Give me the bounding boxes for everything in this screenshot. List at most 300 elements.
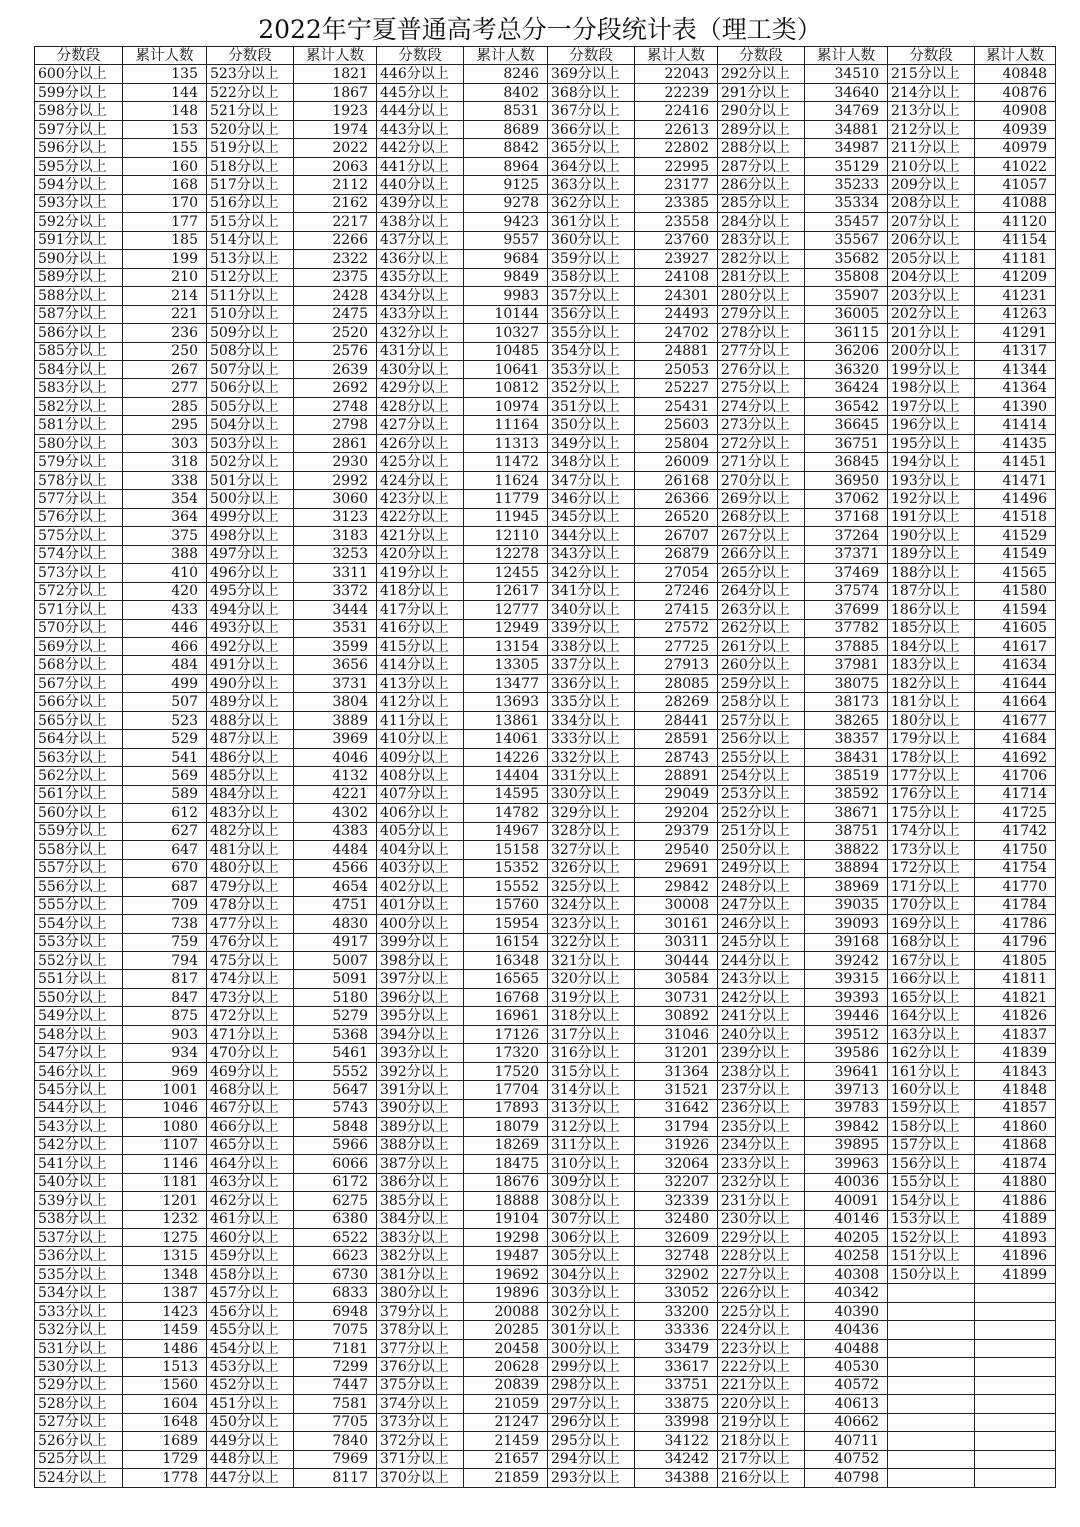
table-row — [35, 65, 1056, 83]
score-cell: 471分以上 — [207, 1025, 294, 1043]
count-cell: 709 — [123, 896, 207, 914]
table-row — [35, 730, 1056, 748]
count-cell: 6730 — [294, 1265, 377, 1283]
score-cell: 222分以上 — [718, 1358, 805, 1376]
count-cell: 41896 — [975, 1247, 1056, 1265]
score-cell: 577分以上 — [35, 490, 123, 508]
count-cell: 7840 — [294, 1432, 377, 1450]
score-cell: 495分以上 — [207, 582, 294, 600]
count-cell — [975, 1284, 1056, 1302]
count-cell: 36424 — [805, 379, 888, 397]
score-cell: 597分以上 — [35, 120, 123, 138]
score-cell: 485分以上 — [207, 767, 294, 785]
score-cell: 260分以上 — [718, 656, 805, 674]
score-cell: 406分以上 — [377, 804, 464, 822]
count-cell: 170 — [123, 194, 207, 212]
score-cell: 175分以上 — [888, 804, 975, 822]
score-cell: 384分以上 — [377, 1210, 464, 1228]
score-cell: 364分以上 — [548, 157, 635, 175]
count-cell: 32609 — [635, 1229, 718, 1247]
count-cell: 1648 — [123, 1413, 207, 1431]
count-cell: 33479 — [635, 1339, 718, 1357]
count-cell: 41860 — [975, 1118, 1056, 1136]
count-cell: 1486 — [123, 1339, 207, 1357]
score-cell: 337分以上 — [548, 656, 635, 674]
count-cell: 41414 — [975, 416, 1056, 434]
score-cell: 448分以上 — [207, 1450, 294, 1468]
score-cell: 236分以上 — [718, 1099, 805, 1117]
count-cell: 794 — [123, 951, 207, 969]
score-cell: 451分以上 — [207, 1395, 294, 1413]
count-cell: 39895 — [805, 1136, 888, 1154]
score-cell: 490分以上 — [207, 674, 294, 692]
count-cell: 627 — [123, 822, 207, 840]
count-cell: 29691 — [635, 859, 718, 877]
score-cell: 202分以上 — [888, 305, 975, 323]
count-cell: 20285 — [464, 1321, 548, 1339]
score-cell: 473分以上 — [207, 988, 294, 1006]
score-cell: 265分以上 — [718, 564, 805, 582]
score-cell: 486分以上 — [207, 748, 294, 766]
score-cell: 321分以上 — [548, 951, 635, 969]
score-cell: 462分以上 — [207, 1192, 294, 1210]
count-cell: 2692 — [294, 379, 377, 397]
score-cell: 199分以上 — [888, 360, 975, 378]
count-cell: 3531 — [294, 619, 377, 637]
score-cell: 197分以上 — [888, 397, 975, 415]
count-cell: 37699 — [805, 601, 888, 619]
score-cell: 235分以上 — [718, 1118, 805, 1136]
score-cell: 376分以上 — [377, 1358, 464, 1376]
score-cell: 354分以上 — [548, 342, 635, 360]
count-cell: 39783 — [805, 1099, 888, 1117]
score-cell: 411分以上 — [377, 711, 464, 729]
score-cell: 502分以上 — [207, 453, 294, 471]
count-cell: 14967 — [464, 822, 548, 840]
count-cell: 40798 — [805, 1469, 888, 1487]
count-cell: 4302 — [294, 804, 377, 822]
score-cell: 550分以上 — [35, 988, 123, 1006]
score-cell: 479分以上 — [207, 878, 294, 896]
count-cell: 22613 — [635, 120, 718, 138]
count-cell: 40530 — [805, 1358, 888, 1376]
count-cell: 31201 — [635, 1044, 718, 1062]
score-cell: 569分以上 — [35, 638, 123, 656]
score-cell: 499分以上 — [207, 508, 294, 526]
score-cell: 290分以上 — [718, 102, 805, 120]
count-cell: 38519 — [805, 767, 888, 785]
count-cell: 4221 — [294, 785, 377, 803]
count-cell: 18888 — [464, 1192, 548, 1210]
count-cell: 23177 — [635, 176, 718, 194]
count-cell: 41451 — [975, 453, 1056, 471]
score-cell — [888, 1413, 975, 1431]
count-cell: 41677 — [975, 711, 1056, 729]
score-cell — [888, 1395, 975, 1413]
count-cell: 7181 — [294, 1339, 377, 1357]
count-cell: 35682 — [805, 250, 888, 268]
table-row — [35, 1376, 1056, 1394]
table-row — [35, 416, 1056, 434]
score-cell — [888, 1450, 975, 1468]
score-cell: 306分以上 — [548, 1229, 635, 1247]
score-cell: 600分以上 — [35, 65, 123, 83]
score-cell: 350分以上 — [548, 416, 635, 434]
count-cell: 41549 — [975, 545, 1056, 563]
header-score-col-1: 分数段 — [35, 47, 123, 65]
count-cell: 3731 — [294, 674, 377, 692]
score-cell: 198分以上 — [888, 379, 975, 397]
count-cell: 2861 — [294, 434, 377, 452]
score-cell: 366分以上 — [548, 120, 635, 138]
score-cell: 583分以上 — [35, 379, 123, 397]
count-cell: 1923 — [294, 102, 377, 120]
count-cell: 41496 — [975, 490, 1056, 508]
count-cell: 19104 — [464, 1210, 548, 1228]
score-cell: 453分以上 — [207, 1358, 294, 1376]
count-cell: 375 — [123, 527, 207, 545]
count-cell: 5966 — [294, 1136, 377, 1154]
score-cell: 267分以上 — [718, 527, 805, 545]
count-cell: 30161 — [635, 915, 718, 933]
count-cell: 9849 — [464, 268, 548, 286]
score-cell: 454分以上 — [207, 1339, 294, 1357]
count-cell: 30008 — [635, 896, 718, 914]
score-cell: 483分以上 — [207, 804, 294, 822]
score-cell: 512分以上 — [207, 268, 294, 286]
score-cell: 319分以上 — [548, 988, 635, 1006]
count-cell: 39242 — [805, 951, 888, 969]
count-cell: 199 — [123, 250, 207, 268]
count-cell: 39963 — [805, 1155, 888, 1173]
count-cell: 1459 — [123, 1321, 207, 1339]
count-cell: 25603 — [635, 416, 718, 434]
score-cell: 200分以上 — [888, 342, 975, 360]
count-cell: 35233 — [805, 176, 888, 194]
score-cell: 169分以上 — [888, 915, 975, 933]
count-cell: 30584 — [635, 970, 718, 988]
count-cell: 13693 — [464, 693, 548, 711]
count-cell: 11945 — [464, 508, 548, 526]
count-cell: 41848 — [975, 1081, 1056, 1099]
count-cell: 4132 — [294, 767, 377, 785]
count-cell: 7705 — [294, 1413, 377, 1431]
score-cell: 578分以上 — [35, 471, 123, 489]
count-cell: 303 — [123, 434, 207, 452]
header-count-col-1: 累计人数 — [123, 47, 207, 65]
count-cell: 20088 — [464, 1302, 548, 1320]
score-cell: 387分以上 — [377, 1155, 464, 1173]
count-cell: 5647 — [294, 1081, 377, 1099]
count-cell: 40572 — [805, 1376, 888, 1394]
count-cell: 41605 — [975, 619, 1056, 637]
count-cell: 285 — [123, 397, 207, 415]
count-cell: 8531 — [464, 102, 548, 120]
score-cell: 204分以上 — [888, 268, 975, 286]
header-count-col-5: 累计人数 — [805, 47, 888, 65]
score-cell: 540分以上 — [35, 1173, 123, 1191]
score-cell: 573分以上 — [35, 564, 123, 582]
score-cell: 547分以上 — [35, 1044, 123, 1062]
count-cell: 41839 — [975, 1044, 1056, 1062]
score-cell: 322分以上 — [548, 933, 635, 951]
score-cell: 459分以上 — [207, 1247, 294, 1265]
count-cell: 1348 — [123, 1265, 207, 1283]
score-cell: 275分以上 — [718, 379, 805, 397]
count-cell: 759 — [123, 933, 207, 951]
count-cell — [975, 1302, 1056, 1320]
score-cell: 178分以上 — [888, 748, 975, 766]
score-cell: 552分以上 — [35, 951, 123, 969]
table-row — [35, 1229, 1056, 1247]
score-cell: 150分以上 — [888, 1265, 975, 1283]
count-cell: 5091 — [294, 970, 377, 988]
count-cell: 41644 — [975, 674, 1056, 692]
score-cell: 180分以上 — [888, 711, 975, 729]
table-row — [35, 878, 1056, 896]
count-cell: 38969 — [805, 878, 888, 896]
count-cell: 33875 — [635, 1395, 718, 1413]
score-cell: 548分以上 — [35, 1025, 123, 1043]
score-cell: 263分以上 — [718, 601, 805, 619]
table-row — [35, 1302, 1056, 1320]
count-cell: 13154 — [464, 638, 548, 656]
count-cell: 26707 — [635, 527, 718, 545]
count-cell: 40390 — [805, 1302, 888, 1320]
score-cell: 276分以上 — [718, 360, 805, 378]
score-cell: 449分以上 — [207, 1432, 294, 1450]
count-cell: 5180 — [294, 988, 377, 1006]
count-cell: 41826 — [975, 1007, 1056, 1025]
score-cell: 218分以上 — [718, 1432, 805, 1450]
score-cell: 519分以上 — [207, 139, 294, 157]
score-cell: 367分以上 — [548, 102, 635, 120]
count-cell: 36005 — [805, 305, 888, 323]
score-cell: 158分以上 — [888, 1118, 975, 1136]
count-cell: 39586 — [805, 1044, 888, 1062]
score-cell: 318分以上 — [548, 1007, 635, 1025]
count-cell: 41181 — [975, 250, 1056, 268]
score-cell: 470分以上 — [207, 1044, 294, 1062]
table-row — [35, 157, 1056, 175]
score-cell: 339分以上 — [548, 619, 635, 637]
count-cell: 3372 — [294, 582, 377, 600]
score-cell: 422分以上 — [377, 508, 464, 526]
score-cell — [888, 1321, 975, 1339]
table-row — [35, 1099, 1056, 1117]
count-cell: 21247 — [464, 1413, 548, 1431]
count-cell: 40488 — [805, 1339, 888, 1357]
score-cell: 238分以上 — [718, 1062, 805, 1080]
table-row — [35, 1413, 1056, 1431]
count-cell: 41209 — [975, 268, 1056, 286]
count-cell: 20458 — [464, 1339, 548, 1357]
score-cell: 456分以上 — [207, 1302, 294, 1320]
count-cell: 17320 — [464, 1044, 548, 1062]
count-cell: 37469 — [805, 564, 888, 582]
score-cell: 460分以上 — [207, 1229, 294, 1247]
score-cell: 335分以上 — [548, 693, 635, 711]
score-cell: 474分以上 — [207, 970, 294, 988]
count-cell: 36115 — [805, 324, 888, 342]
score-cell: 599分以上 — [35, 83, 123, 101]
count-cell: 969 — [123, 1062, 207, 1080]
count-cell: 17893 — [464, 1099, 548, 1117]
score-cell: 245分以上 — [718, 933, 805, 951]
table-row — [35, 490, 1056, 508]
count-cell: 38671 — [805, 804, 888, 822]
score-cell: 461分以上 — [207, 1210, 294, 1228]
score-cell: 494分以上 — [207, 601, 294, 619]
count-cell: 41770 — [975, 878, 1056, 896]
count-cell: 4484 — [294, 841, 377, 859]
count-cell: 934 — [123, 1044, 207, 1062]
score-cell: 436分以上 — [377, 250, 464, 268]
count-cell: 41634 — [975, 656, 1056, 674]
count-cell: 10485 — [464, 342, 548, 360]
score-cell: 523分以上 — [207, 65, 294, 83]
score-cell: 323分以上 — [548, 915, 635, 933]
count-cell: 38592 — [805, 785, 888, 803]
score-cell: 518分以上 — [207, 157, 294, 175]
count-cell: 37782 — [805, 619, 888, 637]
score-cell: 365分以上 — [548, 139, 635, 157]
count-cell: 41580 — [975, 582, 1056, 600]
count-cell: 25804 — [635, 434, 718, 452]
count-cell: 40711 — [805, 1432, 888, 1450]
header-count-col-3: 累计人数 — [464, 47, 548, 65]
count-cell: 41714 — [975, 785, 1056, 803]
table-row — [35, 601, 1056, 619]
count-cell: 177 — [123, 213, 207, 231]
score-cell: 346分以上 — [548, 490, 635, 508]
score-cell: 250分以上 — [718, 841, 805, 859]
score-cell: 528分以上 — [35, 1395, 123, 1413]
score-cell: 162分以上 — [888, 1044, 975, 1062]
count-cell: 35129 — [805, 157, 888, 175]
count-cell: 2266 — [294, 231, 377, 249]
table-row — [35, 582, 1056, 600]
score-cell: 190分以上 — [888, 527, 975, 545]
count-cell: 41750 — [975, 841, 1056, 859]
score-cell: 568分以上 — [35, 656, 123, 674]
score-cell: 386分以上 — [377, 1173, 464, 1191]
header-score-col-2: 分数段 — [207, 47, 294, 65]
count-cell: 6833 — [294, 1284, 377, 1302]
score-cell: 348分以上 — [548, 453, 635, 471]
score-cell: 503分以上 — [207, 434, 294, 452]
score-cell: 566分以上 — [35, 693, 123, 711]
count-cell: 41518 — [975, 508, 1056, 526]
score-cell: 314分以上 — [548, 1081, 635, 1099]
score-cell — [888, 1284, 975, 1302]
count-cell: 1275 — [123, 1229, 207, 1247]
count-cell: 10812 — [464, 379, 548, 397]
count-cell — [975, 1339, 1056, 1357]
count-cell: 13477 — [464, 674, 548, 692]
count-cell: 1867 — [294, 83, 377, 101]
count-cell: 41886 — [975, 1192, 1056, 1210]
score-cell: 292分以上 — [718, 65, 805, 83]
count-cell: 34122 — [635, 1432, 718, 1450]
count-cell: 1146 — [123, 1155, 207, 1173]
count-cell: 7299 — [294, 1358, 377, 1376]
count-cell: 168 — [123, 176, 207, 194]
count-cell: 41529 — [975, 527, 1056, 545]
score-cell: 522分以上 — [207, 83, 294, 101]
score-cell: 424分以上 — [377, 471, 464, 489]
score-cell: 225分以上 — [718, 1302, 805, 1320]
score-cell: 211分以上 — [888, 139, 975, 157]
table-row — [35, 1173, 1056, 1191]
score-cell: 369分以上 — [548, 65, 635, 83]
count-cell: 37885 — [805, 638, 888, 656]
score-cell: 458分以上 — [207, 1265, 294, 1283]
count-cell: 1974 — [294, 120, 377, 138]
score-cell: 155分以上 — [888, 1173, 975, 1191]
header-score-col-5: 分数段 — [718, 47, 805, 65]
count-cell: 1729 — [123, 1450, 207, 1468]
count-cell: 3889 — [294, 711, 377, 729]
score-cell: 310分以上 — [548, 1155, 635, 1173]
score-cell: 216分以上 — [718, 1469, 805, 1487]
count-cell: 38822 — [805, 841, 888, 859]
score-cell: 513分以上 — [207, 250, 294, 268]
score-cell: 152分以上 — [888, 1229, 975, 1247]
score-cell: 537分以上 — [35, 1229, 123, 1247]
count-cell: 40848 — [975, 65, 1056, 83]
header-count-col-6: 累计人数 — [975, 47, 1056, 65]
count-cell: 267 — [123, 360, 207, 378]
score-cell: 413分以上 — [377, 674, 464, 692]
count-cell: 27246 — [635, 582, 718, 600]
count-cell: 16961 — [464, 1007, 548, 1025]
count-cell: 15954 — [464, 915, 548, 933]
count-cell: 24108 — [635, 268, 718, 286]
count-cell: 18269 — [464, 1136, 548, 1154]
count-cell: 3804 — [294, 693, 377, 711]
score-cell: 253分以上 — [718, 785, 805, 803]
score-cell: 161分以上 — [888, 1062, 975, 1080]
score-cell: 570分以上 — [35, 619, 123, 637]
score-cell: 264分以上 — [718, 582, 805, 600]
count-cell: 4751 — [294, 896, 377, 914]
score-cell: 287分以上 — [718, 157, 805, 175]
count-cell: 36320 — [805, 360, 888, 378]
score-cell: 182分以上 — [888, 674, 975, 692]
count-cell: 39842 — [805, 1118, 888, 1136]
count-cell: 41088 — [975, 194, 1056, 212]
score-cell: 262分以上 — [718, 619, 805, 637]
count-cell: 31521 — [635, 1081, 718, 1099]
count-cell: 30444 — [635, 951, 718, 969]
count-cell: 318 — [123, 453, 207, 471]
table-row — [35, 1155, 1056, 1173]
score-cell: 243分以上 — [718, 970, 805, 988]
score-cell: 164分以上 — [888, 1007, 975, 1025]
score-cell: 463分以上 — [207, 1173, 294, 1191]
score-cell: 362分以上 — [548, 194, 635, 212]
score-cell: 246分以上 — [718, 915, 805, 933]
count-cell: 41811 — [975, 970, 1056, 988]
score-cell: 208分以上 — [888, 194, 975, 212]
score-cell: 330分以上 — [548, 785, 635, 803]
score-cell: 213分以上 — [888, 102, 975, 120]
score-cell: 525分以上 — [35, 1450, 123, 1468]
score-cell: 545分以上 — [35, 1081, 123, 1099]
score-cell: 273分以上 — [718, 416, 805, 434]
score-cell: 593分以上 — [35, 194, 123, 212]
